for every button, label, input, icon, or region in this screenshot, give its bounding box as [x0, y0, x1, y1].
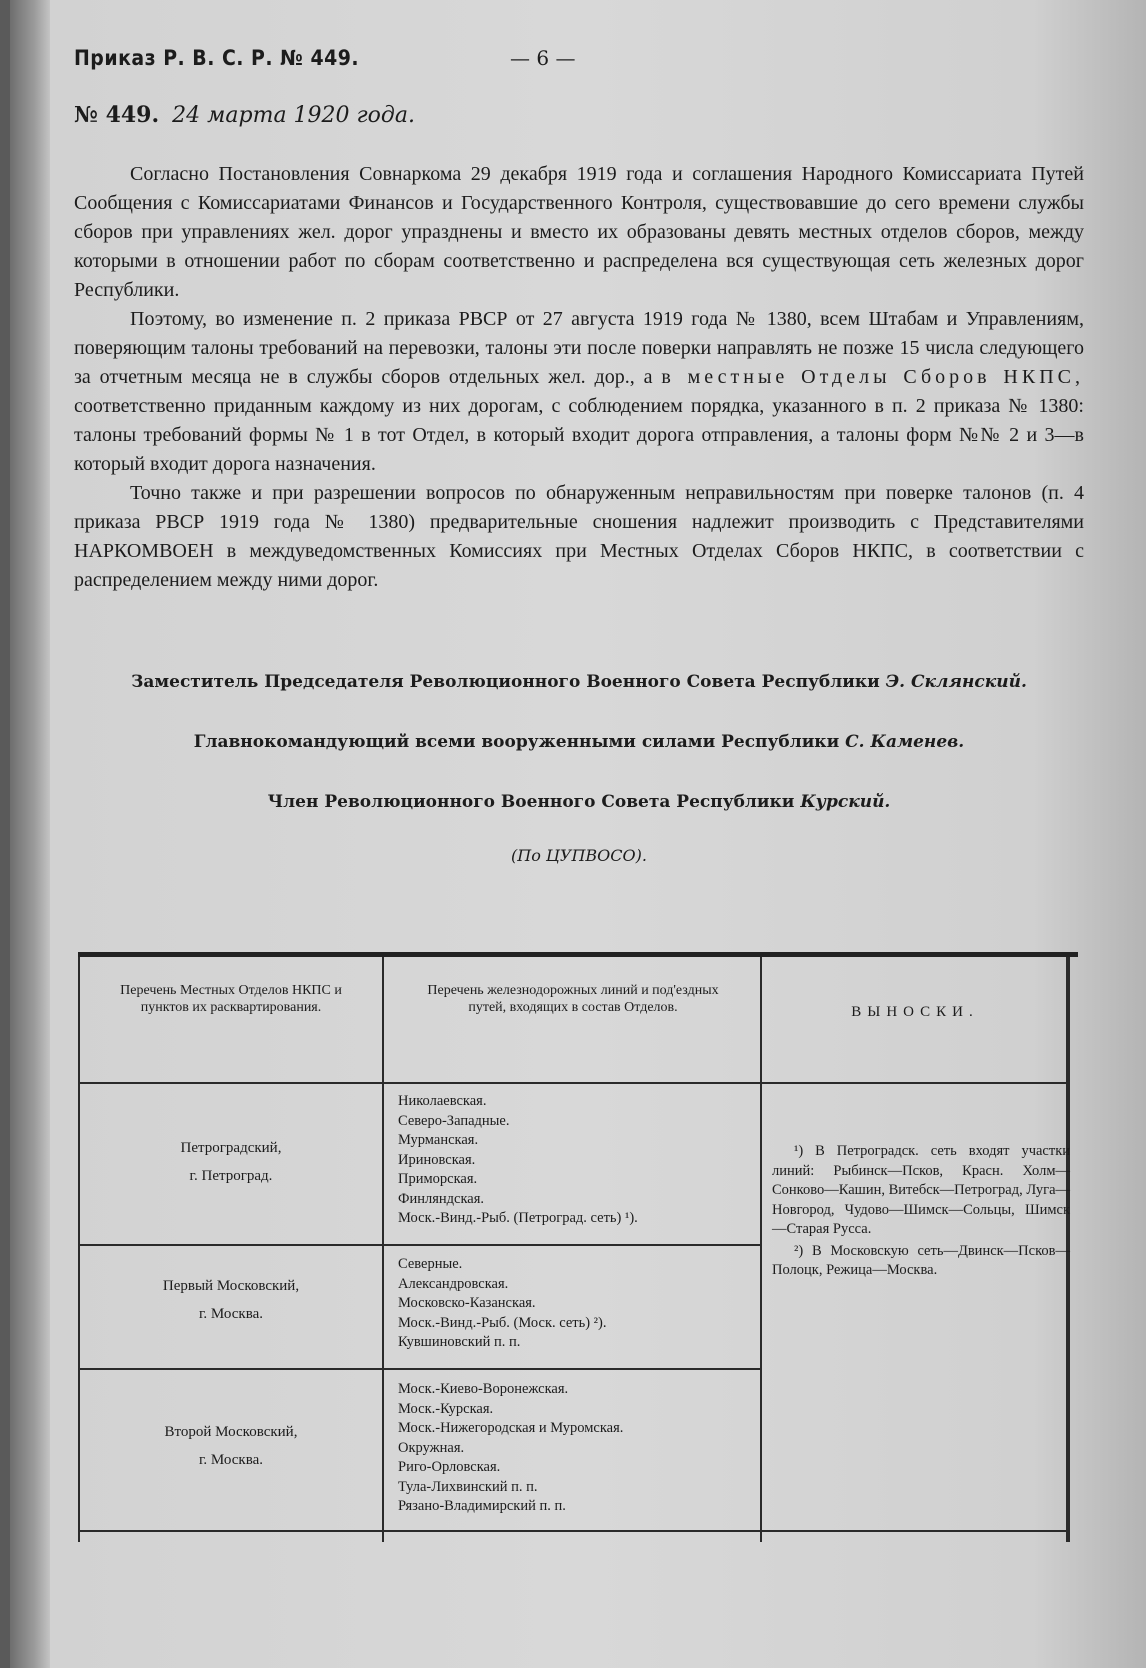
table-top-rule: [78, 952, 1078, 957]
header-divider: [78, 1082, 1068, 1084]
footnote: ¹) В Петроградск. сеть входят участки линий: Рыбинск—Псков, Красн. Холм—Сонково—Кашин, Витебск—Петроград, Луга—Новгород, Чудово—Шимск—Сольцы, Шимск—Старая Русса.: [772, 1143, 1070, 1237]
signature-name: Курский.: [800, 792, 891, 812]
header-notes: ВЫНОСКИ.: [851, 1004, 979, 1020]
line-item: Риго-Орловская.: [398, 1459, 501, 1475]
signature-title: Член Революционного Военного Совета Республики: [267, 792, 795, 812]
department-city: г. Москва.: [198, 1452, 264, 1468]
row-divider: [78, 1368, 762, 1370]
line-item: Рязано-Владимирский п. п.: [398, 1498, 566, 1514]
running-header: [74, 46, 1074, 76]
header-lines: Перечень железнодорожных линий и под'ездных путей, входящих в состав Отделов.: [427, 983, 719, 1015]
order-reference: Приказ Р. В. С. Р. № 449.: [74, 46, 360, 70]
column-divider: [382, 957, 384, 1542]
signature-1: [74, 672, 1084, 692]
page-number: — 6 —: [510, 46, 576, 70]
departments-table: [78, 952, 1078, 1542]
paragraph-3: Точно также и при разрешении вопросов по обнаруженным неправильностям при поверке талонов (п. 4 приказа РВСР 1919 года № 1380) предварительные сношения надлежит производить с Представителями НАРКОМВОЕН в междуведомственных Комиссиях при Местных Отделах Сборов НКПС, в соответствии с распределением между ними дорог.: [74, 482, 1084, 591]
line-item: Приморская.: [398, 1171, 478, 1187]
department-cell: [86, 1134, 376, 1190]
paragraph-2-start: Поэтому, во изменение п. 2 приказа РВСР от 27 августа 1919 года № 1380, всем Штабам и Управлениям, поверяющим талоны требований на перевозки, талоны эти после поверки направлять не позже 15 числа следующего за отчетным месяца не в службы сборов отдельных жел. дор., а: [74, 308, 1084, 388]
line-item: Моск.-Нижегородская и Муромская.: [398, 1420, 624, 1436]
signature-title: Главнокомандующий всеми вооруженными силами Республики: [193, 732, 840, 752]
line-item: Николаевская.: [398, 1093, 487, 1109]
footnote: ²) В Московскую сеть—Двинск—Псков—Полоцк, Режица—Москва.: [772, 1242, 1070, 1278]
line-item: Северные.: [398, 1256, 463, 1272]
footnotes-cell: [772, 1142, 1070, 1283]
line-item: Московско-Казанская.: [398, 1295, 536, 1311]
table-border-left: [78, 957, 80, 1542]
order-number: № 449.: [74, 102, 160, 128]
header-departments: Перечень Местных Отделов НКПС и пунктов их расквартирования.: [120, 983, 342, 1015]
order-date: 24 марта 1920 года.: [172, 103, 415, 128]
line-item: Северо-Западные.: [398, 1112, 510, 1129]
line-item: Тула-Лихвинский п. п.: [398, 1478, 538, 1495]
book-spine: [10, 0, 50, 1668]
department-cell: [86, 1418, 376, 1474]
signature-2: [74, 732, 1084, 752]
line-item: Мурманская.: [398, 1132, 479, 1148]
signature-name: С. Каменев.: [845, 732, 965, 752]
signature-title: Заместитель Председателя Революционного Военного Совета Республики: [131, 672, 880, 692]
line-item: Моск.-Курская.: [398, 1400, 494, 1417]
line-item: Александровская.: [398, 1275, 509, 1292]
line-item: Моск.-Винд.-Рыб. (Моск. сеть) ²).: [398, 1314, 607, 1331]
table-bottom-rule: [78, 1530, 1068, 1532]
line-item: Моск.-Киево-Воронежская.: [398, 1381, 569, 1397]
department-cell: [86, 1272, 376, 1328]
signature-3: [74, 792, 1084, 812]
row-divider: [78, 1244, 762, 1246]
department-name: Петроградский,: [180, 1140, 282, 1156]
lines-list: [398, 1092, 758, 1229]
paragraph-2-end: соответственно приданным каждому из них дорогам, с соблюдением порядка, указанного в п. 2 приказа № 1380: талоны требований формы № 1 в тот Отдел, в который входит дорога отправления, а талоны форм №№ 2 и 3—в который входит дорога назначения.: [74, 395, 1084, 475]
lines-list: [398, 1380, 758, 1517]
department-city: г. Петроград.: [189, 1168, 273, 1184]
line-item: Финляндская.: [398, 1190, 485, 1207]
line-item: Моск.-Винд.-Рыб. (Петроград. сеть) ¹).: [398, 1210, 638, 1226]
department-name: Второй Московский,: [164, 1424, 298, 1440]
paragraph-2: [74, 305, 1084, 479]
column-divider: [760, 957, 762, 1542]
line-item: Окружная.: [398, 1439, 465, 1456]
order-body: [74, 160, 1084, 595]
lines-list: [398, 1255, 758, 1353]
department-city: г. Москва.: [198, 1306, 264, 1322]
source-note: (По ЦУПВОСО).: [511, 846, 647, 865]
paragraph-2-spaced: в местные Отделы Сборов НКПС,: [661, 366, 1084, 388]
department-name: Первый Московский,: [162, 1278, 300, 1294]
signature-name: Э. Склянский.: [885, 672, 1027, 692]
line-item: Кувшиновский п. п.: [398, 1334, 521, 1350]
document-page: [10, 0, 1146, 1668]
paragraph-1: Согласно Постановления Совнаркома 29 декабря 1919 года и соглашения Народного Комиссариата Путей Сообщения с Комиссариатами Финансов и Государственного Контроля, существовавшие до сего времени службы сборов при управлениях жел. дорог упразднены и вместо их образованы девять местных отделов сборов, между которыми в отношении работ по сборам соответственно и распределена вся существующая сеть железных дорог Республики.: [74, 163, 1084, 301]
order-heading: [74, 102, 415, 128]
line-item: Ириновская.: [398, 1151, 476, 1168]
